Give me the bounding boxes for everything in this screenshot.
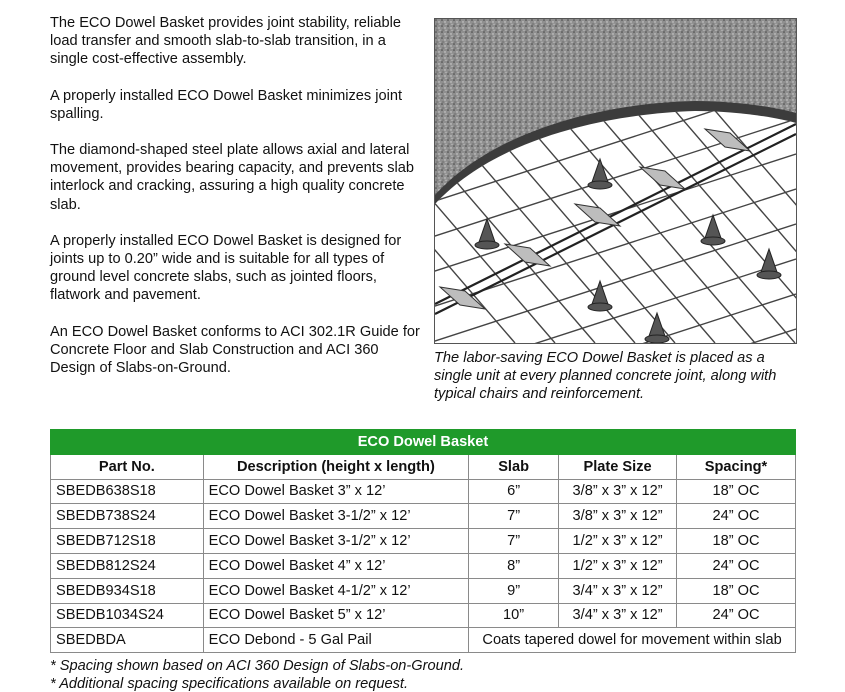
cell-slab: 6” (469, 479, 559, 504)
dowel-basket-illustration (434, 18, 797, 344)
table-row (51, 553, 796, 578)
paragraph-3: The diamond-shaped steel plate allows axial and lateral movement, provides bearing capacity, and prevents slab interlock and cracking, assuring a high quality concrete slab. (50, 142, 414, 213)
cell-spacing: 24” OC (677, 504, 796, 529)
cell-part-no: SBEDB934S18 (51, 578, 204, 603)
cell-description: ECO Dowel Basket 4-1/2” x 12’ (203, 578, 468, 603)
figure-caption: The labor-saving ECO Dowel Basket is placed as a single unit at every planned concrete joint, along with typical chairs and reinforcement. (434, 350, 777, 403)
cell-description: ECO Debond - 5 Gal Pail (203, 628, 468, 653)
cell-slab: 8” (469, 553, 559, 578)
cell-description: ECO Dowel Basket 3-1/2” x 12’ (203, 504, 468, 529)
cell-slab: 10” (469, 603, 559, 628)
cell-part-no: SBEDB638S18 (51, 479, 204, 504)
cell-spacing: 18” OC (677, 529, 796, 554)
table-row (51, 578, 796, 603)
header-spacing: Spacing* (677, 454, 796, 479)
table-title: ECO Dowel Basket (51, 430, 796, 455)
intro-text (50, 14, 420, 395)
table-row (51, 504, 796, 529)
cell-part-no: SBEDBDA (51, 628, 204, 653)
header-plate-size: Plate Size (559, 454, 677, 479)
cell-spacing: 18” OC (677, 578, 796, 603)
table-title-row (51, 430, 796, 455)
table-row (51, 603, 796, 628)
cell-plate-size: 3/4” x 3” x 12” (559, 578, 677, 603)
cell-description: ECO Dowel Basket 4” x 12’ (203, 553, 468, 578)
paragraph-1: The ECO Dowel Basket provides joint stability, reliable load transfer and smooth slab-to-slab transition, in a single cost-effective assembly. (50, 15, 401, 68)
cell-plate-size: 3/4” x 3” x 12” (559, 603, 677, 628)
cell-spacing: 24” OC (677, 603, 796, 628)
cell-part-no: SBEDB812S24 (51, 553, 204, 578)
table-row (51, 529, 796, 554)
paragraph-5: An ECO Dowel Basket conforms to ACI 302.1R Guide for Concrete Floor and Slab Construction and ACI 360 Design of Slabs-on-Ground. (50, 323, 420, 377)
footnote-additional: * Additional spacing specifications available on request. (50, 676, 409, 692)
cell-plate-size: 3/8” x 3” x 12” (559, 504, 677, 529)
product-table (50, 429, 796, 653)
cell-slab: 9” (469, 578, 559, 603)
cell-spacing: 24” OC (677, 553, 796, 578)
table-row-debond (51, 628, 796, 653)
header-part-no: Part No. (51, 454, 204, 479)
cell-spacing: 18” OC (677, 479, 796, 504)
paragraph-2: A properly installed ECO Dowel Basket minimizes joint spalling. (50, 87, 403, 122)
table-row (51, 479, 796, 504)
cell-description: ECO Dowel Basket 5” x 12’ (203, 603, 468, 628)
cell-note: Coats tapered dowel for movement within slab (469, 628, 796, 653)
cell-description: ECO Dowel Basket 3” x 12’ (203, 479, 468, 504)
cell-part-no: SBEDB1034S24 (51, 603, 204, 628)
cell-plate-size: 1/2” x 3” x 12” (559, 529, 677, 554)
cell-part-no: SBEDB738S24 (51, 504, 204, 529)
cell-slab: 7” (469, 504, 559, 529)
cell-plate-size: 3/8” x 3” x 12” (559, 479, 677, 504)
cell-plate-size: 1/2” x 3” x 12” (559, 553, 677, 578)
header-slab: Slab (469, 454, 559, 479)
header-description: Description (height x length) (203, 454, 468, 479)
cell-slab: 7” (469, 529, 559, 554)
cell-part-no: SBEDB712S18 (51, 529, 204, 554)
paragraph-4: A properly installed ECO Dowel Basket is designed for joints up to 0.20” wide and is suitable for all types of ground level concrete slabs, such as jointed floors, flatwork and pavement. (50, 232, 402, 304)
table-header-row (51, 454, 796, 479)
dowel-basket-drawing (435, 19, 796, 343)
footnote-spacing: * Spacing shown based on ACI 360 Design of Slabs-on-Ground. (50, 658, 465, 674)
cell-description: ECO Dowel Basket 3-1/2” x 12’ (203, 529, 468, 554)
